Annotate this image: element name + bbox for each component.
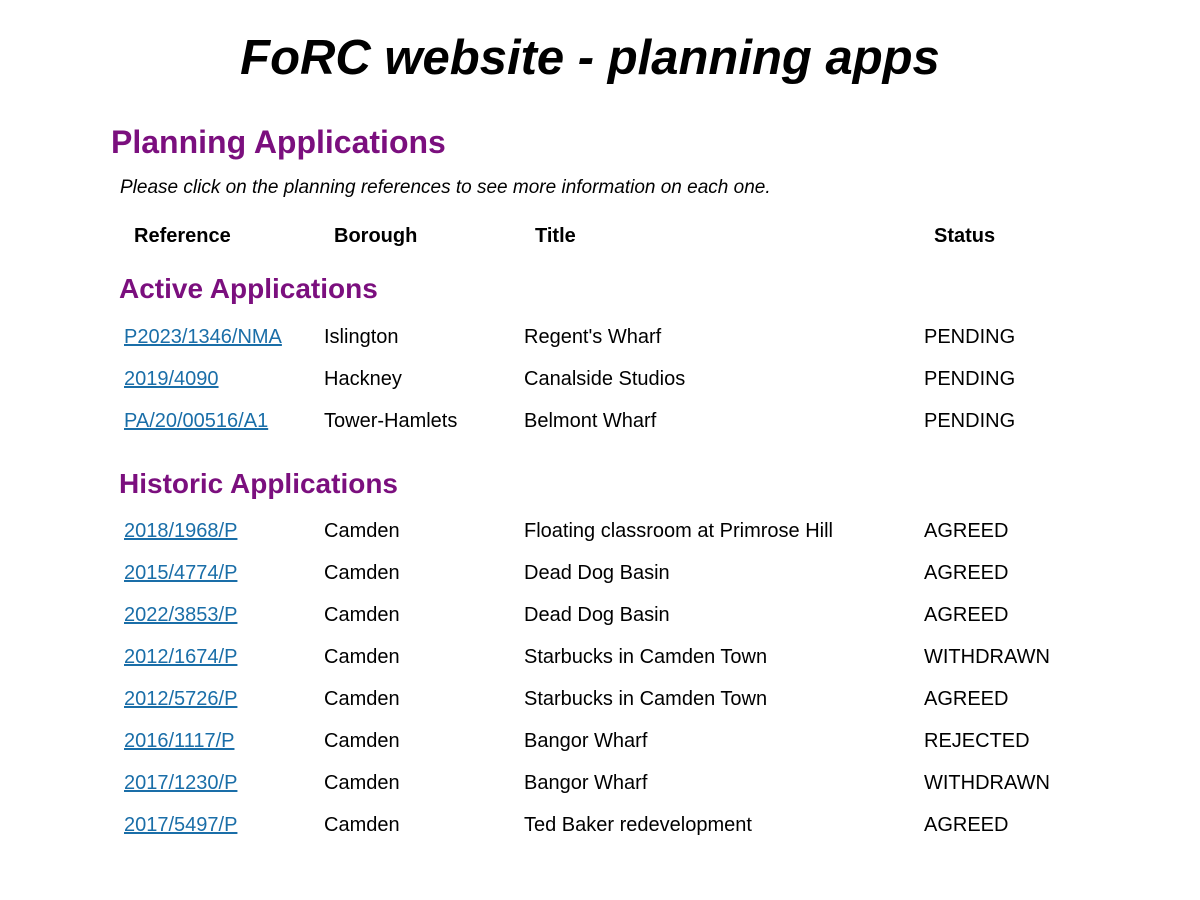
status-cell: WITHDRAWN (924, 772, 1050, 794)
table-row (0, 720, 1200, 762)
borough-cell: Camden (324, 646, 400, 668)
title-cell: Ted Baker redevelopment (524, 814, 752, 836)
page-title: Planning Applications (111, 124, 446, 160)
status-cell: AGREED (924, 604, 1009, 626)
status-cell: PENDING (924, 326, 1016, 348)
table-header (0, 223, 1200, 249)
planning-reference-link[interactable]: 2019/4090 (124, 368, 219, 390)
column-header-title: Title (535, 225, 576, 247)
planning-reference-link[interactable]: 2016/1117/P (124, 730, 235, 752)
status-cell: REJECTED (924, 730, 1030, 752)
planning-reference-link[interactable]: PA/20/00516/A1 (124, 410, 269, 432)
planning-reference-link[interactable]: 2022/3853/P (124, 604, 238, 626)
table-row (0, 594, 1200, 636)
title-cell: Canalside Studios (524, 368, 686, 390)
title-cell: Dead Dog Basin (524, 562, 670, 584)
title-cell: Belmont Wharf (524, 410, 657, 432)
site-title: FoRC website - planning apps (240, 31, 940, 85)
column-header-status: Status (934, 225, 996, 247)
active-applications-list (0, 316, 1200, 442)
title-cell: Bangor Wharf (524, 730, 648, 752)
table-row (0, 510, 1200, 552)
table-row (0, 678, 1200, 720)
planning-reference-link[interactable]: 2012/1674/P (124, 646, 238, 668)
table-row (0, 552, 1200, 594)
intro-text: Please click on the planning references to see more information on each one. (120, 177, 771, 198)
title-cell: Starbucks in Camden Town (524, 646, 768, 668)
borough-cell: Hackney (324, 368, 402, 390)
borough-cell: Camden (324, 688, 400, 710)
borough-cell: Camden (324, 604, 400, 626)
borough-cell: Camden (324, 814, 400, 836)
table-row (0, 400, 1200, 442)
status-cell: PENDING (924, 410, 1016, 432)
status-cell: PENDING (924, 368, 1016, 390)
planning-reference-link[interactable]: 2012/5726/P (124, 688, 238, 710)
title-cell: Bangor Wharf (524, 772, 648, 794)
borough-cell: Camden (324, 520, 400, 542)
table-row (0, 636, 1200, 678)
borough-cell: Camden (324, 730, 400, 752)
table-row (0, 762, 1200, 804)
title-cell: Floating classroom at Primrose Hill (524, 520, 833, 542)
borough-cell: Camden (324, 562, 400, 584)
planning-reference-link[interactable]: 2018/1968/P (124, 520, 238, 542)
status-cell: WITHDRAWN (924, 646, 1050, 668)
planning-reference-link[interactable]: 2015/4774/P (124, 562, 238, 584)
table-row (0, 804, 1200, 846)
table-row (0, 358, 1200, 400)
borough-cell: Tower-Hamlets (324, 410, 458, 432)
title-cell: Starbucks in Camden Town (524, 688, 768, 710)
planning-reference-link[interactable]: 2017/1230/P (124, 772, 238, 794)
active-applications-heading: Active Applications (119, 273, 378, 304)
column-header-borough: Borough (334, 225, 418, 247)
status-cell: AGREED (924, 520, 1009, 542)
historic-applications-list (0, 510, 1200, 846)
status-cell: AGREED (924, 814, 1009, 836)
borough-cell: Islington (324, 326, 399, 348)
borough-cell: Camden (324, 772, 400, 794)
title-cell: Regent's Wharf (524, 326, 662, 348)
status-cell: AGREED (924, 688, 1009, 710)
table-row (0, 316, 1200, 358)
planning-reference-link[interactable]: P2023/1346/NMA (124, 326, 282, 348)
planning-reference-link[interactable]: 2017/5497/P (124, 814, 238, 836)
title-cell: Dead Dog Basin (524, 604, 670, 626)
historic-applications-heading: Historic Applications (119, 468, 399, 499)
column-header-reference: Reference (134, 225, 231, 247)
status-cell: AGREED (924, 562, 1009, 584)
